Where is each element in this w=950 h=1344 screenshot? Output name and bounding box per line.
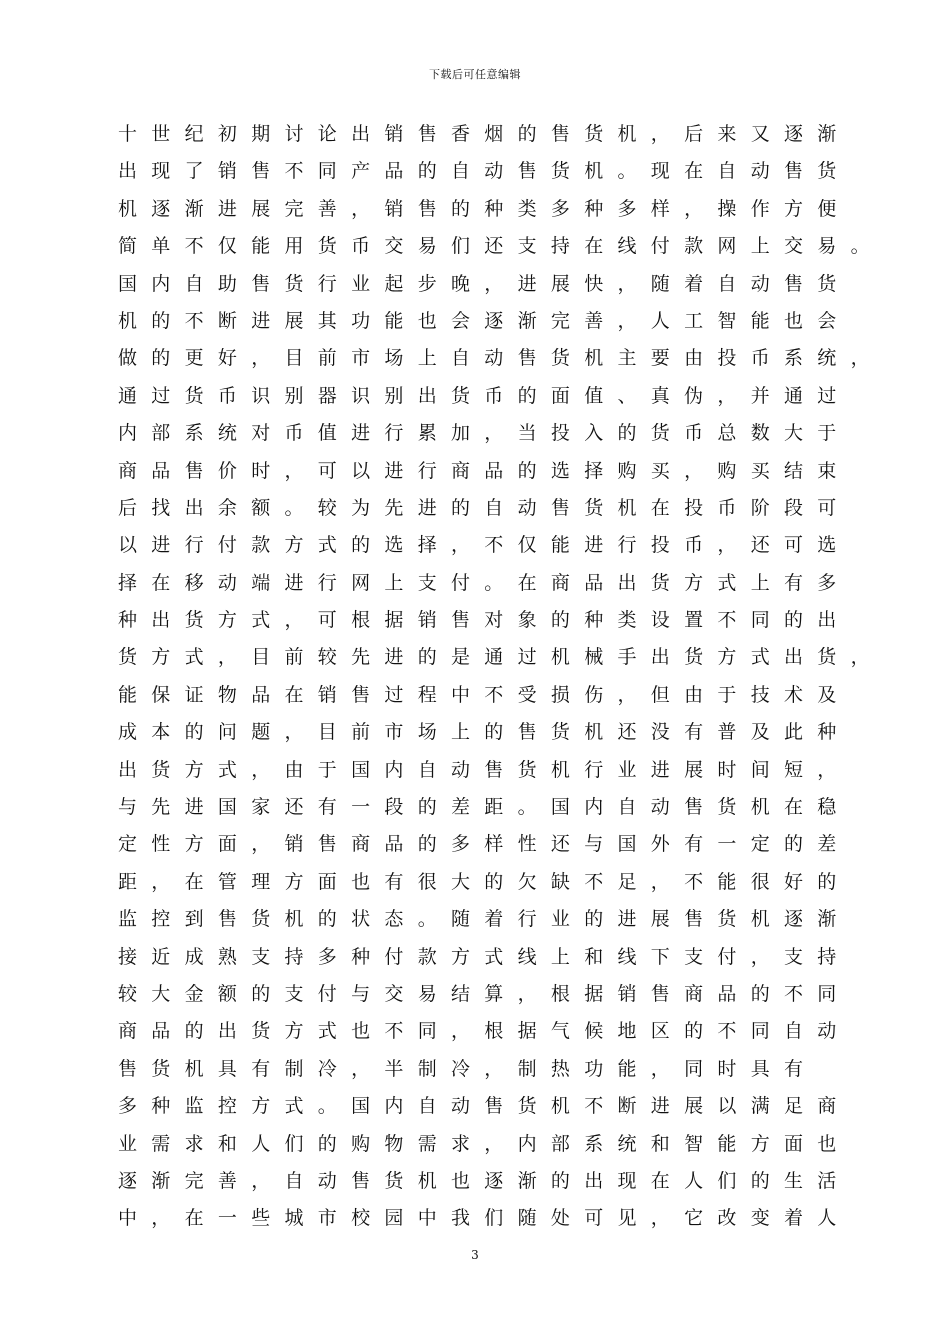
text-line: 机的不断进展其功能也会逐渐完善，人工智能也会 [118, 309, 851, 332]
text-line: 监控到售货机的状态。随着行业的进展售货机逐渐 [118, 908, 851, 931]
text-line: 接近成熟支持多种付款方式线上和线下支付，支持 [118, 945, 851, 968]
text-line: 与先进国家还有一段的差距。国内自动售货机在稳 [118, 796, 851, 819]
text-line: 机逐渐进展完善，销售的种类多种多样，操作方便 [118, 197, 851, 220]
text-line: 出现了销售不同产品的自动售货机。现在自动售货 [118, 160, 851, 183]
text-line: 简单不仅能用货币交易们还支持在线付款网上交易。 [118, 235, 884, 258]
text-line: 能保证物品在销售过程中不受损伤，但由于技术及 [118, 683, 851, 706]
text-line: 以进行付款方式的选择，不仅能进行投币，还可选 [118, 534, 851, 557]
text-line: 做的更好，目前市场上自动售货机主要由投币系统， [118, 347, 884, 370]
text-line: 出货方式，由于国内自动售货机行业进展时间短， [118, 758, 851, 781]
text-line: 内部系统对币值进行累加，当投入的货币总数大于 [118, 422, 851, 445]
text-line: 业需求和人们的购物需求，内部系统和智能方面也 [118, 1132, 851, 1155]
text-line: 后找出余额。较为先进的自动售货机在投币阶段可 [118, 496, 851, 519]
text-line: 通过货币识别器识别出货币的面值、真伪，并通过 [118, 384, 851, 407]
page-header: 下载后可任意编辑 [429, 68, 521, 81]
body-text [118, 116, 884, 1238]
text-line: 中，在一些城市校园中我们随处可见，它改变着人 [118, 1207, 851, 1230]
text-line: 成本的问题，目前市场上的售货机还没有普及此种 [118, 721, 851, 744]
text-line: 国内自助售货行业起步晚，进展快，随着自动售货 [118, 272, 851, 295]
text-line: 距，在管理方面也有很大的欠缺不足，不能很好的 [118, 870, 851, 893]
text-line: 逐渐完善，自动售货机也逐渐的出现在人们的生活 [118, 1169, 851, 1192]
text-line: 商品的出货方式也不同，根据气候地区的不同自动 [118, 1020, 851, 1043]
text-line: 定性方面，销售商品的多样性还与国外有一定的差 [118, 833, 851, 856]
text-line: 十世纪初期讨论出销售香烟的售货机，后来又逐渐 [118, 123, 851, 145]
text-line: 多种监控方式。国内自动售货机不断进展以满足商 [118, 1095, 851, 1118]
page-number: 3 [471, 1248, 479, 1262]
text-line: 种出货方式，可根据销售对象的种类设置不同的出 [118, 609, 851, 632]
text-line: 货方式，目前较先进的是通过机械手出货方式出货， [118, 646, 884, 669]
text-line: 较大金额的支付与交易结算，根据销售商品的不同 [118, 982, 851, 1005]
text-line: 售货机具有制冷，半制冷，制热功能，同时具有 [118, 1057, 818, 1080]
text-line: 择在移动端进行网上支付。在商品出货方式上有多 [118, 571, 851, 594]
text-line: 商品售价时，可以进行商品的选择购买，购买结束 [118, 459, 851, 482]
